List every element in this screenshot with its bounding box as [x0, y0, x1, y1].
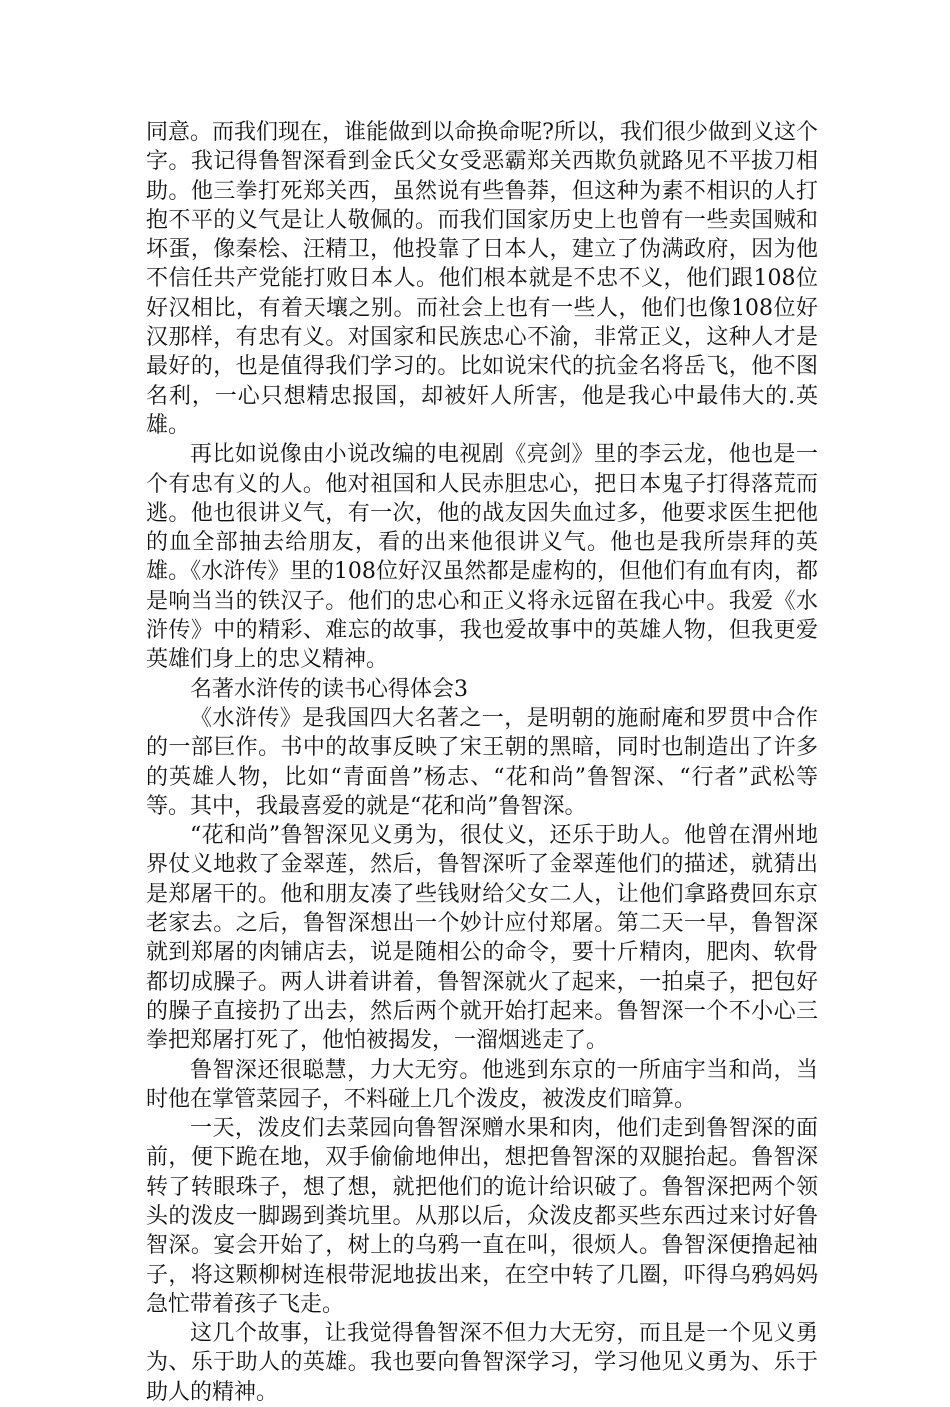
section-heading: 名著水浒传的读书心得体会3: [190, 676, 468, 702]
paragraph-6: 一天，泼皮们去菜园向鲁智深赠水果和肉，他们走到鲁智深的面前，便下跪在地，双手偷偷地伸出，想把鲁智深的双腿抬起。鲁智深转了转眼珠子，想了想，就把他们的诡计给识破了。鲁智深把两个领头的泼皮一脚踢到粪坑里。从那以后，众泼皮都买些东西过来讨好鲁智深。宴会开始了，树上的乌鸦一直在叫，很烦人。鲁智深便撸起袖子，将这颗柳树连根带泥地拔出来，在空中转了几圈，吓得乌鸦妈妈急忙带着孩子飞走。: [146, 1116, 818, 1317]
paragraph-2: 再比如说像由小说改编的电视剧《亮剑》里的李云龙，他也是一个有忠有义的人。他对祖国和人民赤胆忠心，把日本鬼子打得落荒而逃。他也很讲义气，有一次，他的战友因失血过多，他要求医生把他的血全部抽去给朋友，看的出来他很讲义气。他也是我所崇拜的英雄。《水浒传》里的108位好汉虽然都是虚构的，但他们有血有肉，都是响当当的铁汉子。他们的忠心和正义将永远留在我心中。我爱《水浒传》中的精彩、难忘的故事，我也爱故事中的英雄人物，但我更爱英雄们身上的忠义精神。: [146, 442, 818, 673]
paragraph-5: 鲁智深还很聪慧，力大无穷。他逃到东京的一所庙宇当和尚，当时他在掌管菜园子，不料碰上几个泼皮，被泼皮们暗算。: [146, 1057, 818, 1112]
document-body: [146, 118, 818, 1407]
paragraph-7: 这几个故事，让我觉得鲁智深不但力大无穷，而且是一个见义勇为、乐于助人的英雄。我也要向鲁智深学习，学习他见义勇为、乐于助人的精神。: [146, 1321, 818, 1405]
paragraph-3: 《水浒传》是我国四大名著之一，是明朝的施耐庵和罗贯中合作的一部巨作。书中的故事反映了宋王朝的黑暗，同时也制造出了许多的英雄人物，比如“青面兽”杨志、“花和尚”鲁智深、“行者”武松等等。其中，我最喜爱的就是“花和尚”鲁智深。: [146, 705, 818, 819]
paragraph-4: “花和尚”鲁智深见义勇为，很仗义，还乐于助人。他曾在渭州地界仗义地救了金翠莲，然后，鲁智深听了金翠莲他们的描述，就猜出是郑屠干的。他和朋友凑了些钱财给父女二人，让他们拿路费回东京老家去。之后，鲁智深想出一个妙计应付郑屠。第二天一早，鲁智深就到郑屠的肉铺店去，说是随相公的命令，要十斤精肉，肥肉、软骨都切成臊子。两人讲着讲着，鲁智深就火了起来，一拍桌子，把包好的臊子直接扔了出去，然后两个就开始打起来。鲁智深一个不小心三拳把郑屠打死了，他怕被揭发，一溜烟逃走了。: [146, 823, 818, 1054]
paragraph-1: 同意。而我们现在，谁能做到以命换命呢?所以，我们很少做到义这个字。我记得鲁智深看到金氏父女受恶霸郑关西欺负就路见不平拔刀相助。他三拳打死郑关西，虽然说有些鲁莽，但这种为素不相识的人打抱不平的义气是让人敬佩的。而我们国家历史上也曾有一些卖国贼和坏蛋，像秦桧、汪精卫，他投靠了日本人，建立了伪满政府，因为他不信任共产党能打败日本人。他们根本就是不忠不义，他们跟108位好汉相比，有着天壤之别。而社会上也有一些人，他们也像108位好汉那样，有忠有义。对国家和民族忠心不渝，非常正义，这种人才是最好的，也是值得我们学习的。比如说宋代的抗金名将岳飞，他不图名利，一心只想精忠报国，却被奸人所害，他是我心中最伟大的.英雄。: [146, 120, 818, 438]
